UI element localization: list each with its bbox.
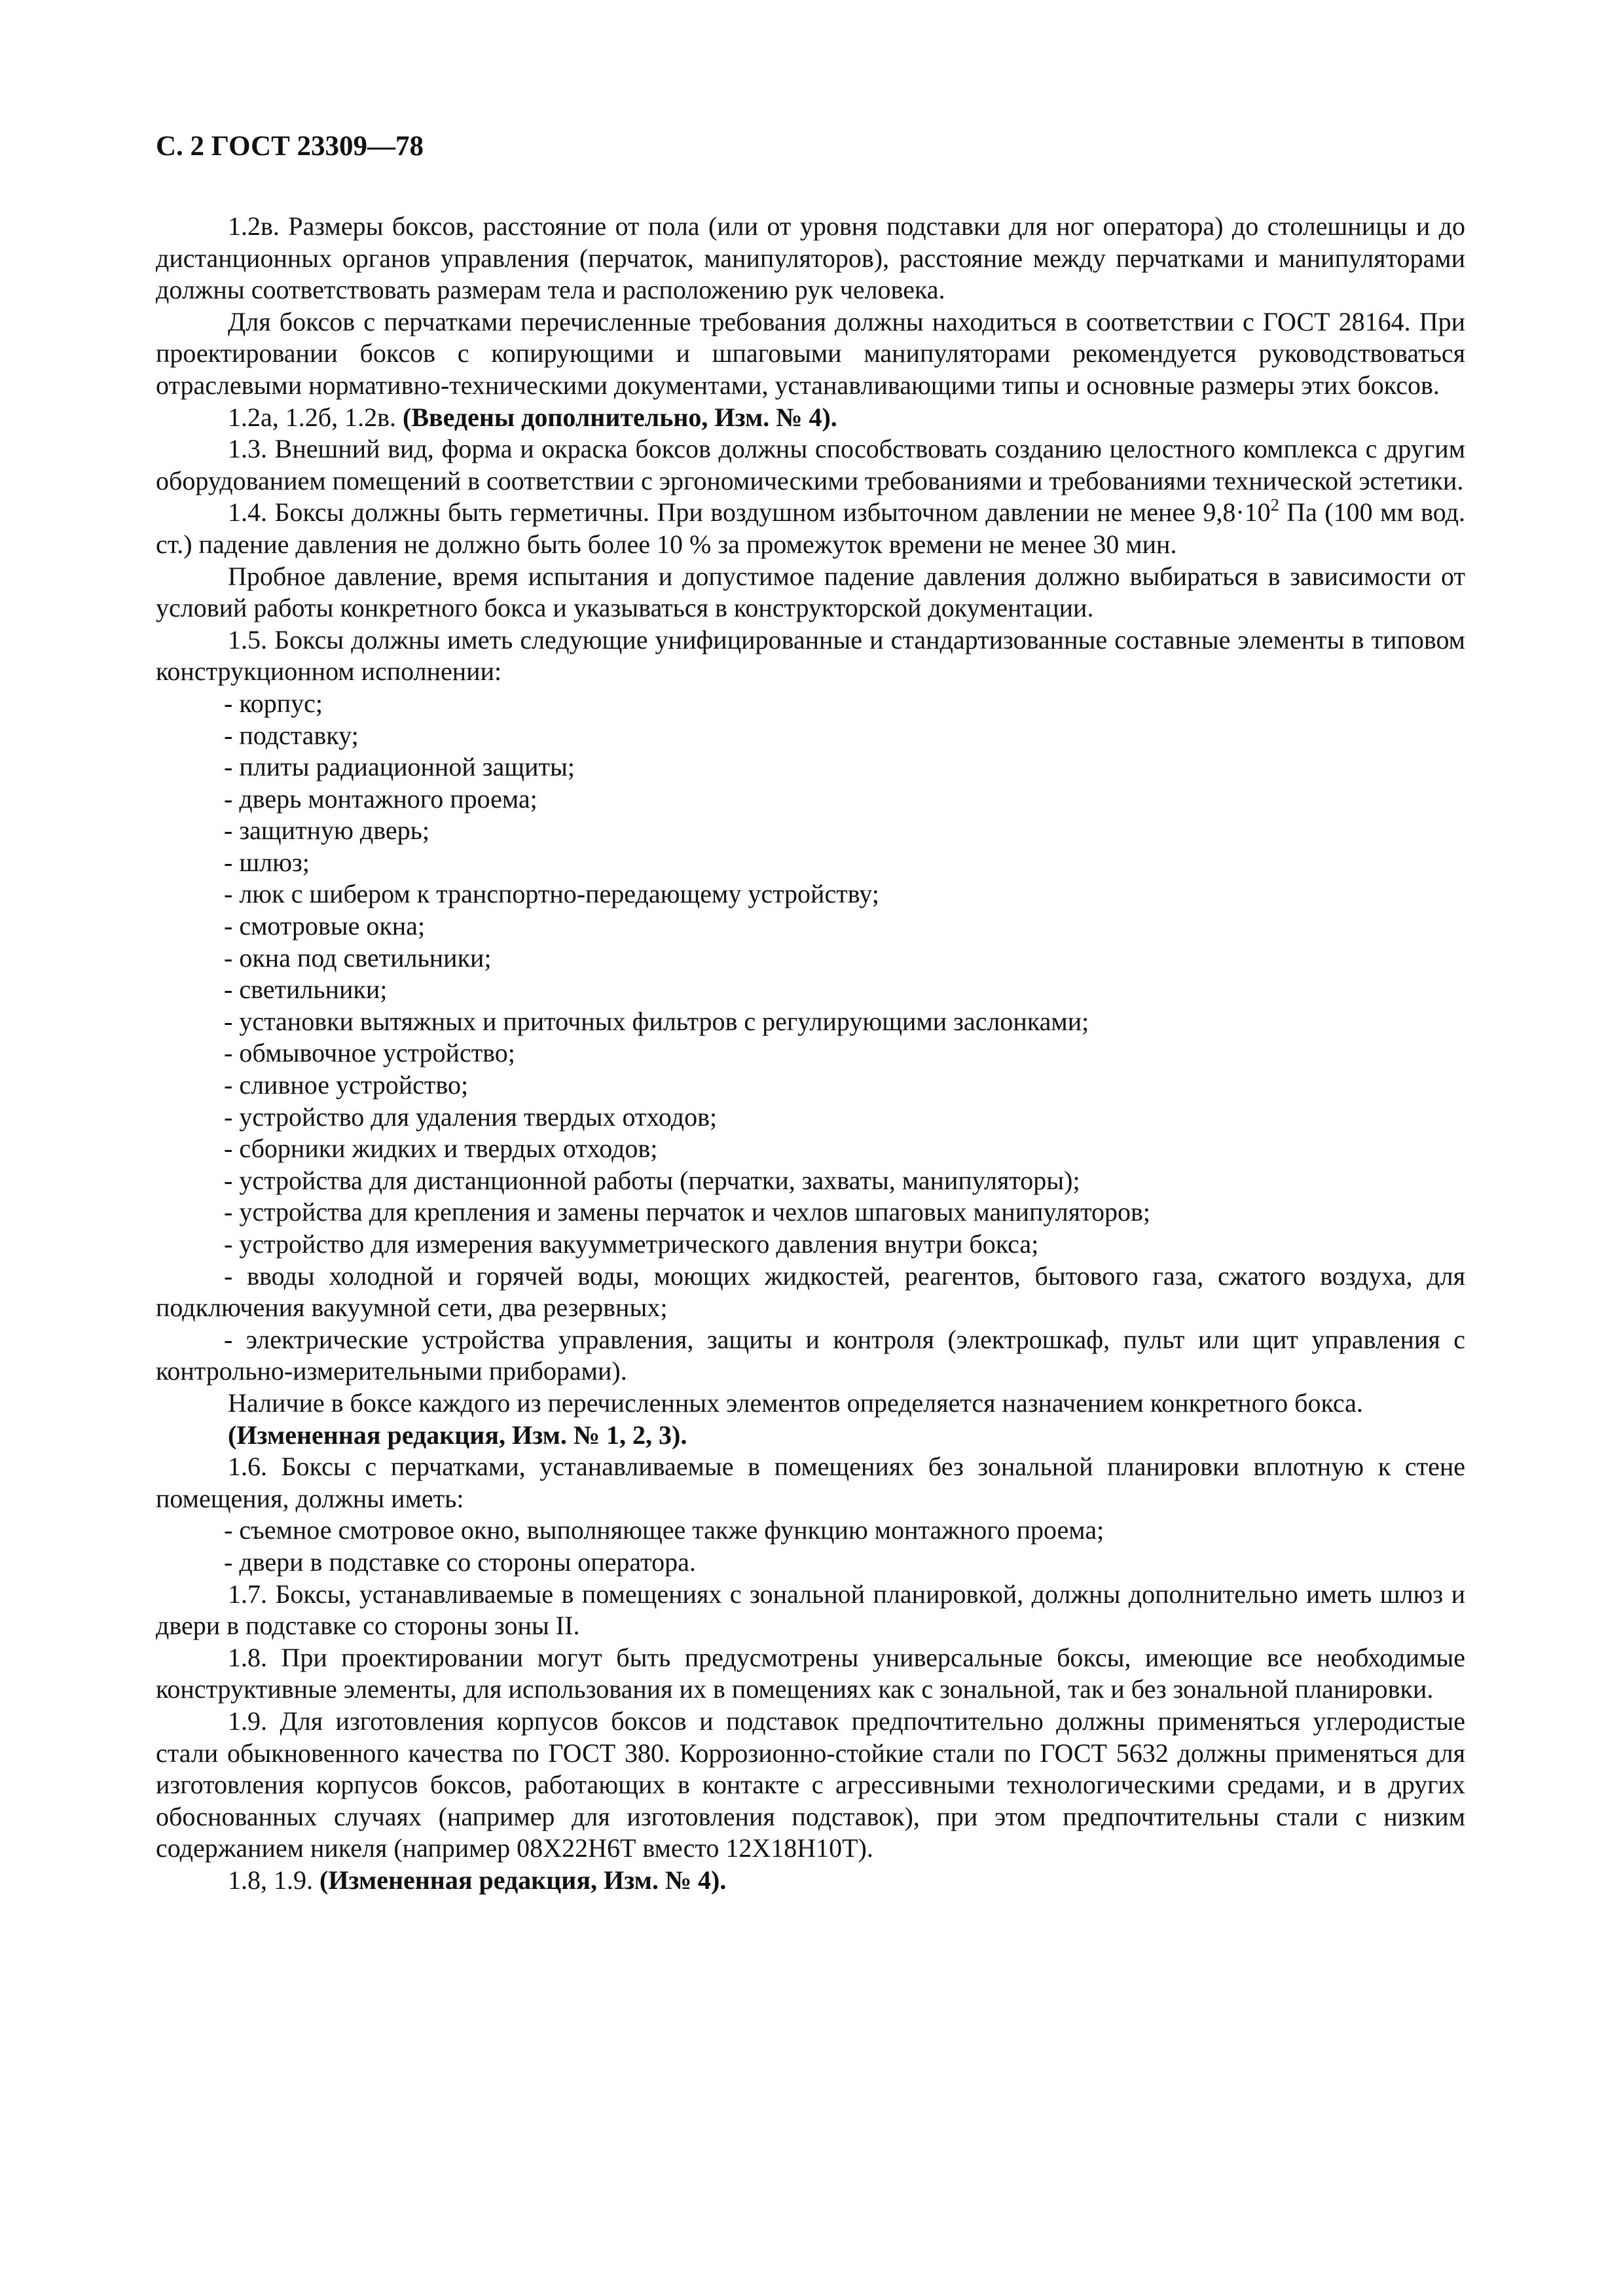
paragraph-presence: Наличие в боксе каждого из перечисленных элементов определяется назначением конкретного бокса.	[228, 1388, 1363, 1418]
paragraph-gloves-requirements: Для боксов с перчатками перечисленные требования должны находиться в соответствии с ГОСТ 28164. При проектировании боксов с копирующими и шпаговыми манипуляторами рекомендуется руководствоваться отраслевыми нормативно-техническими документами, устанавливающими типы и основные размеры этих боксов.	[156, 306, 1465, 400]
list-item: - устройства для дистанционной работы (перчатки, захваты, манипуляторы);	[224, 1165, 1080, 1195]
amendment-note-1-text: (Введены дополнительно, Изм. № 4).	[403, 402, 837, 432]
list-item-electrical: - электрические устройства управления, защиты и контроля (электрошкаф, пульт или щит управления с контрольно-измерительными приборами).	[156, 1324, 1465, 1386]
list-item: - сборники жидких и твердых отходов;	[224, 1134, 658, 1164]
list-item: - подставку;	[224, 720, 359, 750]
clause-1-6: 1.6. Боксы с перчатками, устанавливаемые в помещениях без зональной планировки вплотную к стене помещения, должны иметь:	[156, 1452, 1465, 1513]
list-item: - корпус;	[224, 688, 323, 718]
list-item: - дверь монтажного проема;	[224, 783, 538, 814]
amendment-note-3	[156, 1865, 1465, 1897]
amendment-note-2-text: (Измененная редакция, Изм. № 1, 2, 3).	[228, 1420, 687, 1450]
clause-1-7: 1.7. Боксы, устанавливаемые в помещениях с зональной планировкой, должны дополнительно иметь шлюз и двери в подставке со стороны зоны II.	[156, 1579, 1465, 1641]
amendment-note-1-prefix: 1.2а, 1.2б, 1.2в.	[228, 402, 396, 432]
list-item: - окна под светильники;	[224, 942, 492, 973]
clause-1-9: 1.9. Для изготовления корпусов боксов и подставок предпочтительно должны применяться углеродистые стали обыкновенного качества по ГОСТ 380. Коррозионно-стойкие стали по ГОСТ 5632 должны применяться для изготовления корпусов боксов, работающих в контакте с агрессивными технологическими средами, и в других обоснованных случаях (например для изготовления подставок), при этом предпочтительны стали с низким содержанием никеля (например 08Х22Н6Т вместо 12Х18Н10Т).	[156, 1706, 1465, 1863]
list-item: - плиты радиационной защиты;	[224, 752, 575, 782]
list-item: - устройства для крепления и замены перчаток и чехлов шпаговых манипуляторов;	[224, 1197, 1151, 1227]
list-item: - светильники;	[224, 975, 388, 1005]
clause-1-4-part-b: Па (100 мм вод. ст.) падение давления не должно быть более 10 % за промежуток времени не менее 30 мин.	[156, 497, 1465, 559]
amendment-note-1	[156, 402, 1465, 434]
clause-1-3: 1.3. Внешний вид, форма и окраска боксов должны способствовать созданию целостного комплекса с другим оборудованием помещений в соответствии с эргономическими требованиями и требованиями технической эстетики.	[156, 434, 1465, 495]
clause-1-4-part-a: 1.4. Боксы должны быть герметичны. При воздушном избыточном давлении не менее 9,8·10	[228, 497, 1271, 528]
document-body	[156, 211, 1465, 1896]
list-item: - шлюз;	[224, 847, 310, 877]
list-item: - обмывочное устройство;	[224, 1038, 515, 1068]
paragraph-test-pressure: Пробное давление, время испытания и допустимое падение давления должно выбираться в зависимости от условий работы конкретного бокса и указываться в конструкторской документации.	[156, 561, 1465, 623]
list-item-inputs: - вводы холодной и горячей воды, моющих жидкостей, реагентов, бытового газа, сжатого воздуха, для подключения вакуумной сети, два резервных;	[156, 1261, 1465, 1323]
page-header: С. 2 ГОСТ 23309—78	[156, 131, 424, 162]
clause-1-4-exponent: 2	[1270, 495, 1279, 515]
clause-1-4	[156, 497, 1465, 560]
list-item: - установки вытяжных и приточных фильтров с регулирующими заслонками;	[224, 1006, 1089, 1036]
clause-1-5: 1.5. Боксы должны иметь следующие унифицированные и стандартизованные составные элементы в типовом конструкционном исполнении:	[156, 624, 1465, 687]
list-item: - съемное смотровое окно, выполняющее также функцию монтажного проема;	[224, 1515, 1104, 1545]
list-item: - сливное устройство;	[224, 1070, 469, 1100]
list-item: - люк с шибером к транспортно-передающему устройству;	[224, 879, 879, 909]
list-item: - устройство для удаления твердых отходов;	[224, 1102, 718, 1132]
list-item: - защитную дверь;	[224, 816, 429, 846]
list-item: - смотровые окна;	[224, 911, 426, 941]
list-item: - устройство для измерения вакуумметрического давления внутри бокса;	[224, 1229, 1039, 1259]
amendment-note-3-prefix: 1.8, 1.9.	[228, 1865, 313, 1895]
clause-1-2v: 1.2в. Размеры боксов, расстояние от пола (или от уровня подставки для ног оператора) до столешницы и до дистанционных органов управления (перчаток, манипуляторов), расстояние между перчатками и манипуляторами должны соответствовать размерам тела и расположению рук человека.	[156, 211, 1465, 305]
amendment-note-3-text: (Измененная редакция, Изм. № 4).	[319, 1865, 727, 1895]
amendment-note-2	[156, 1420, 1465, 1452]
list-item: - двери в подставке со стороны оператора.	[224, 1547, 696, 1577]
clause-1-8: 1.8. При проектировании могут быть предусмотрены универсальные боксы, имеющие все необходимые конструктивные элементы, для использования их в помещениях как с зональной, так и без зональной планировки.	[156, 1642, 1465, 1704]
